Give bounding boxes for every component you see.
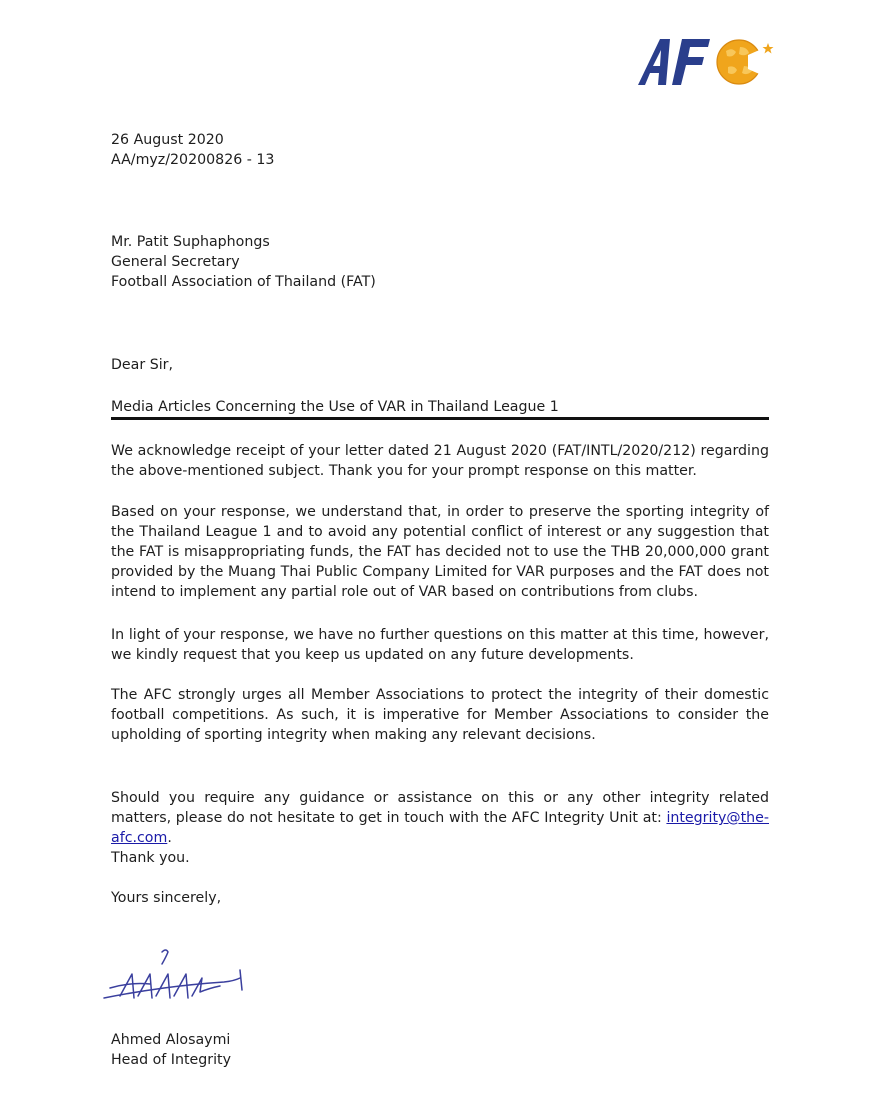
paragraph-integrity-urge: The AFC strongly urges all Member Associations to protect the integrity of their domestic football competitions. As such, it is imperative for Member Associations to consider the upholding of sporting integrity when making any relevant decisions. [111,687,769,743]
thanks [111,848,769,868]
recipient-name: Mr. Patit Suphaphongs [111,234,270,250]
afc-logo [636,33,778,91]
signer-name: Ahmed Alosaymi [111,1032,231,1048]
subject-text: Media Articles Concerning the Use of VAR in Thailand League 1 [111,399,559,415]
paragraph-understanding: Based on your response, we understand that, in order to preserve the sporting integrity of the Thailand League 1 and to avoid any potential conflict of interest or any suggestion that the FAT is misappropriating funds, the FAT has decided not to use the THB 20,000,000 grant provided by the Muang Thai Public Company Limited for VAR purposes and the FAT does not intend to implement any partial role out of VAR based on contributions from clubs. [111,504,769,600]
letter-date: 26 August 2020 [111,132,224,148]
signer-title: Head of Integrity [111,1052,231,1068]
recipient-block [111,232,769,292]
recipient-organization: Football Association of Thailand (FAT) [111,274,376,290]
subject-line [111,397,769,417]
date-block [111,130,769,170]
closing [111,888,769,908]
thanks-text: Thank you. [111,850,190,866]
closing-text: Yours sincerely, [111,890,222,906]
subject-divider [111,417,769,420]
contact-text: Should you require any guidance or assistance on this or any other integrity related matters, please do not hesitate to get in touch with the AFC Integrity Unit at: [111,790,769,826]
contact-text-end: . [167,830,172,846]
recipient-title: General Secretary [111,254,240,270]
letter-reference: AA/myz/20200826 - 13 [111,152,275,168]
signer-block [111,1030,769,1070]
salutation-text: Dear Sir, [111,357,173,373]
paragraph-request-updates: In light of your response, we have no further questions on this matter at this time, however, we kindly request that you keep us updated on any future developments. [111,627,769,663]
paragraph-contact [111,788,769,848]
paragraph-acknowledgement: We acknowledge receipt of your letter dated 21 August 2020 (FAT/INTL/2020/212) regarding the above-mentioned subject. Thank you for your prompt response on this matter. [111,443,769,479]
integrity-email-link[interactable]: integrity@the-afc.com [111,810,769,846]
handwritten-signature [100,946,250,1008]
salutation [111,355,769,375]
